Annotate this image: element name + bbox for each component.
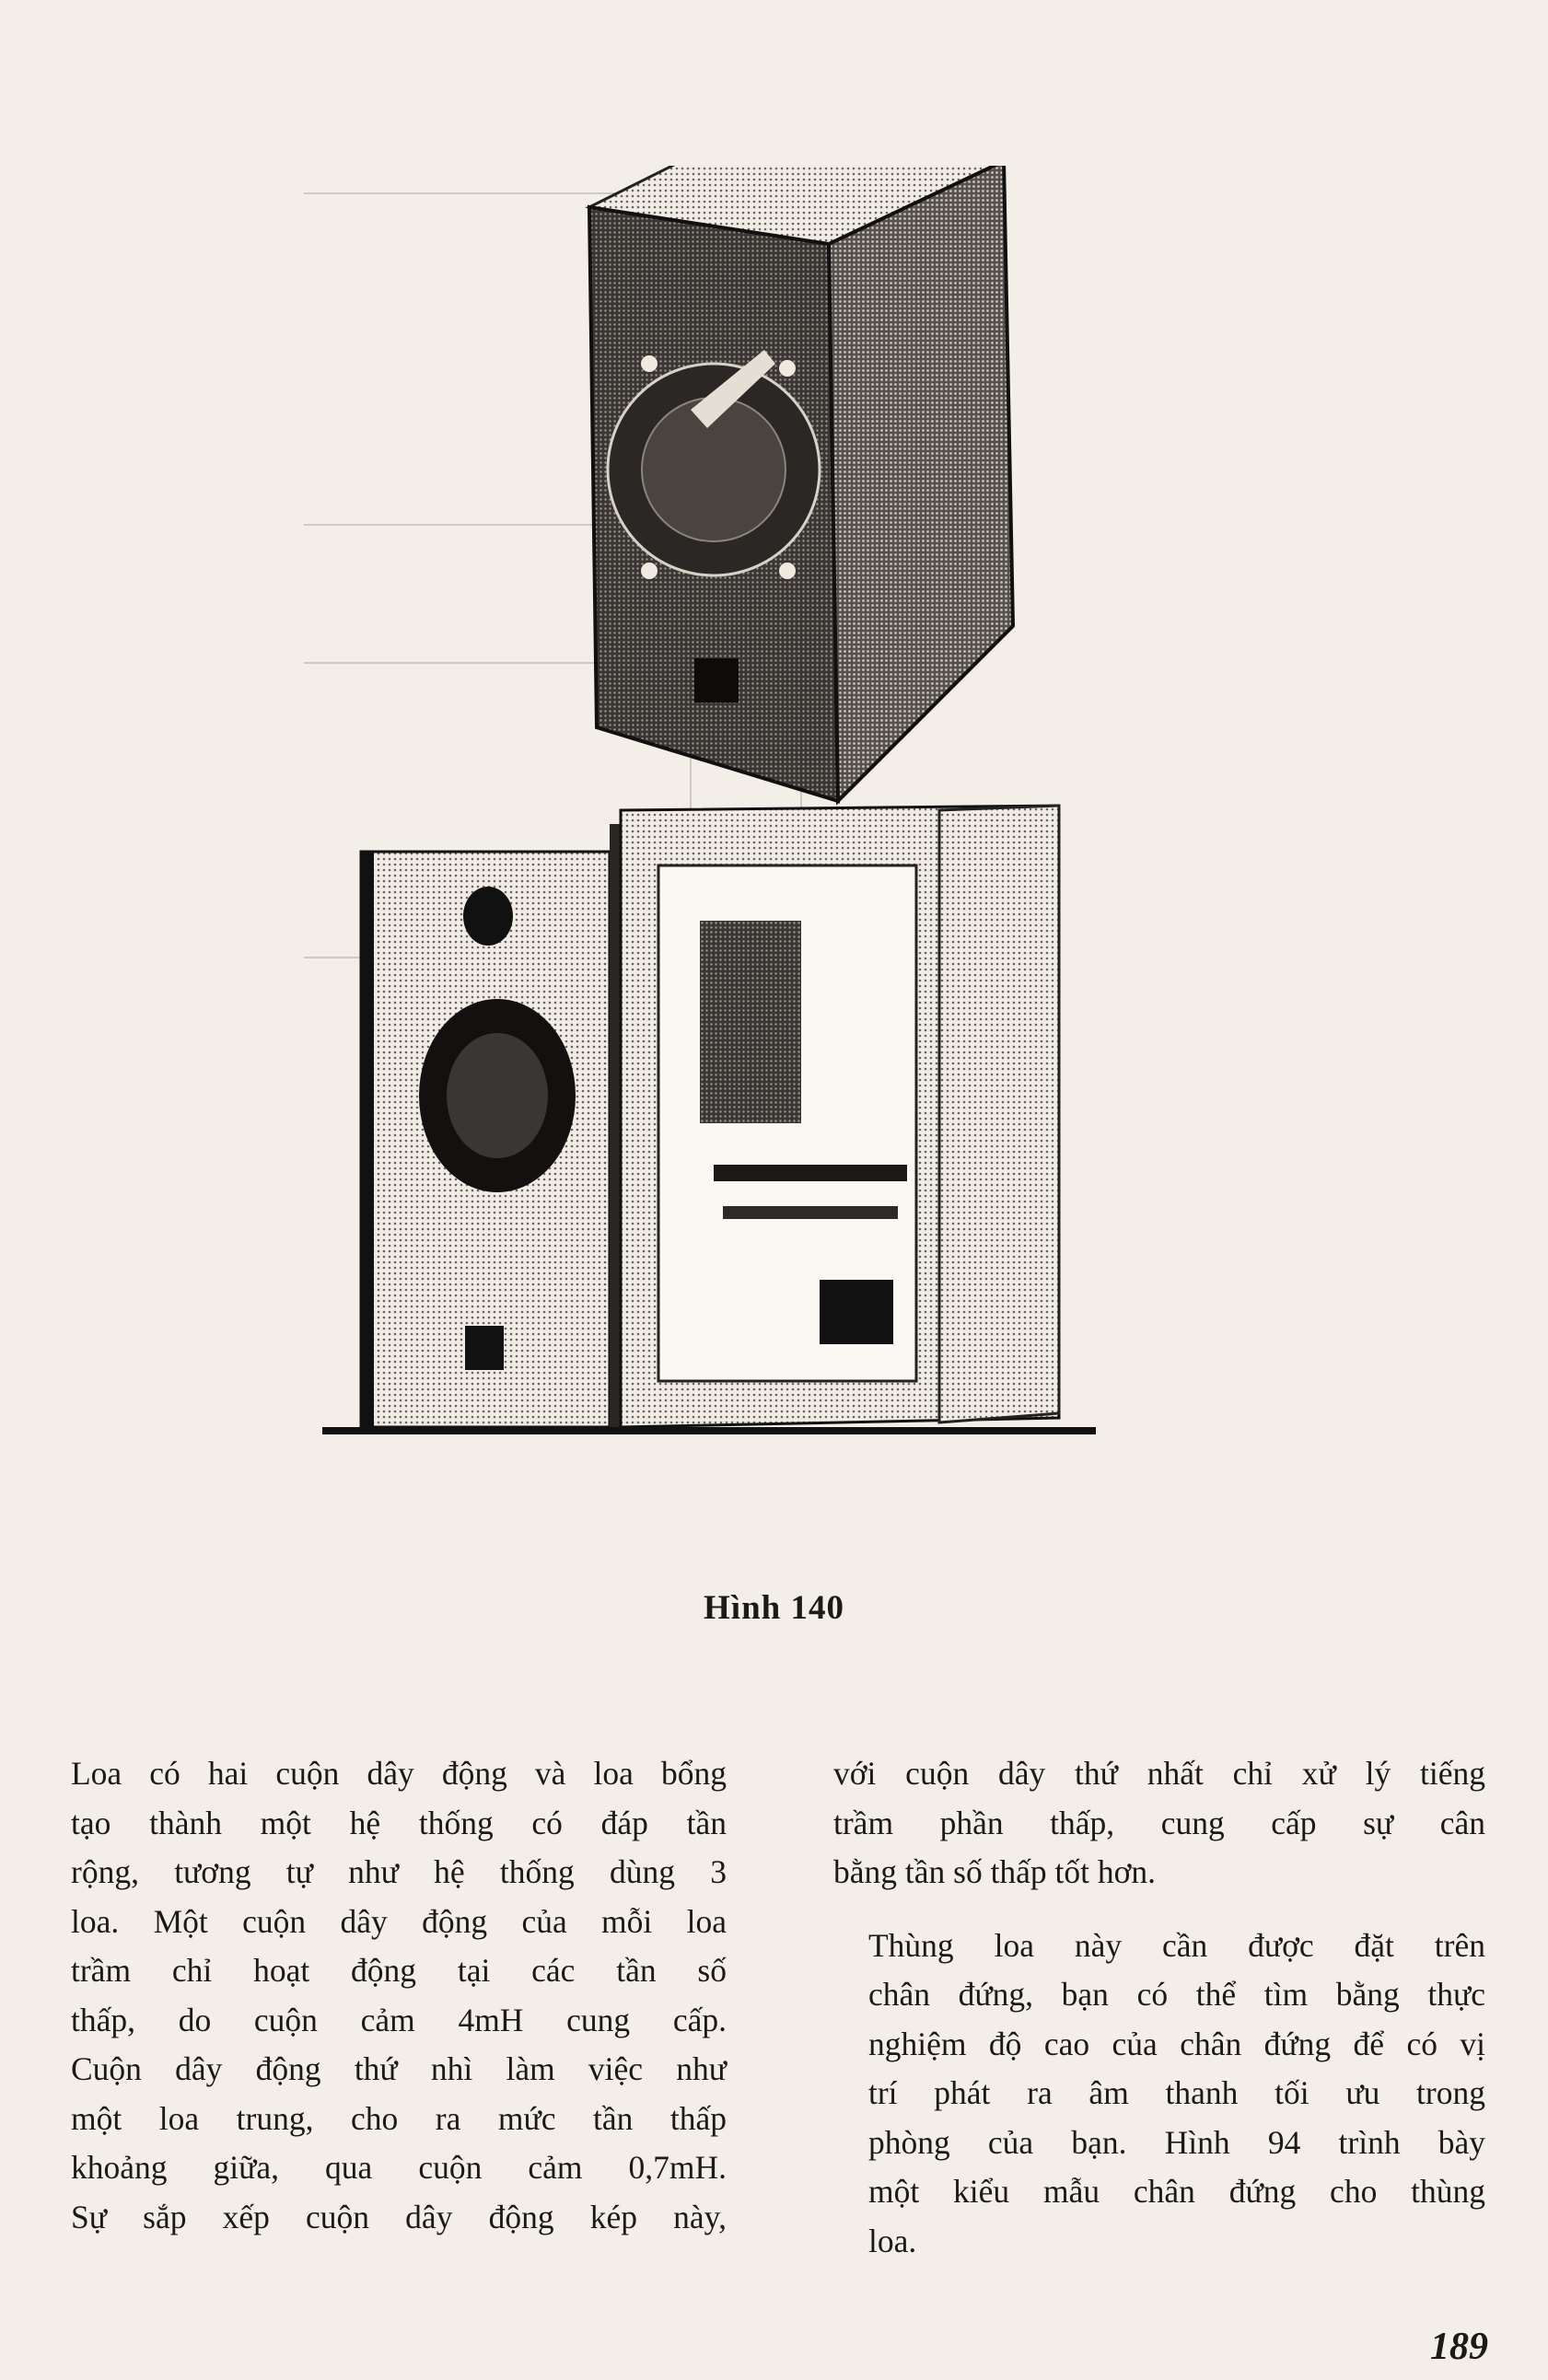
text-line: trầm phần thấp, cung cấp sự cân — [833, 1804, 1485, 1841]
page-number: 189 — [1430, 2326, 1488, 2368]
speaker-figure — [304, 166, 1114, 1455]
text-line: nghiệm độ cao của chân đứng để có vị — [868, 2025, 1485, 2062]
text-line: loa. — [868, 2222, 917, 2259]
text-line: Sự sắp xếp cuộn dây động kép này, — [71, 2198, 727, 2235]
text-line: với cuộn dây thứ nhất chỉ xử lý tiếng — [833, 1755, 1485, 1792]
text-line: rộng, tương tự như hệ thống dùng 3 — [71, 1853, 727, 1890]
text-line: loa. Một cuộn dây động của mỗi loa — [71, 1902, 727, 1940]
paragraph — [833, 1921, 1485, 2267]
text-line: Thùng loa này cần được đặt trên — [868, 1926, 1485, 1964]
text-line: một loa trung, cho ra mức tần thấp — [71, 2099, 727, 2137]
figure-caption: Hình 140 — [704, 1589, 844, 1627]
right-column — [833, 1749, 1485, 2266]
text-line: trầm chỉ hoạt động tại các tần số — [71, 1952, 727, 1989]
text-line: một kiểu mẫu chân đứng cho thùng — [868, 2173, 1485, 2210]
text-line: chân đứng, bạn có thể tìm bằng thực — [868, 1976, 1485, 2013]
text-line: thấp, do cuộn cảm 4mH cung cấp. — [71, 2001, 727, 2038]
text-line: tạo thành một hệ thống có đáp tần — [71, 1804, 727, 1841]
text-line: trí phát ra âm thanh tối ưu trong — [868, 2074, 1485, 2111]
text-line: phòng của bạn. Hình 94 trình bày — [868, 2123, 1485, 2161]
open-speaker-cabinet-icon — [322, 806, 1096, 1434]
paragraph — [71, 1749, 727, 2242]
text-line: khoảng giữa, qua cuộn cảm 0,7mH. — [71, 2149, 727, 2186]
speaker-illustration — [304, 166, 1114, 1455]
text-line: bằng tần số thấp tốt hơn. — [833, 1853, 1157, 1890]
text-line: Loa có hai cuộn dây động và loa bổng — [71, 1755, 727, 1792]
paragraph — [833, 1749, 1485, 1898]
two-way-speaker-cabinet-icon — [543, 166, 1031, 801]
left-column — [71, 1749, 727, 2242]
text-line: Cuộn dây động thứ nhì làm việc như — [71, 2050, 727, 2087]
